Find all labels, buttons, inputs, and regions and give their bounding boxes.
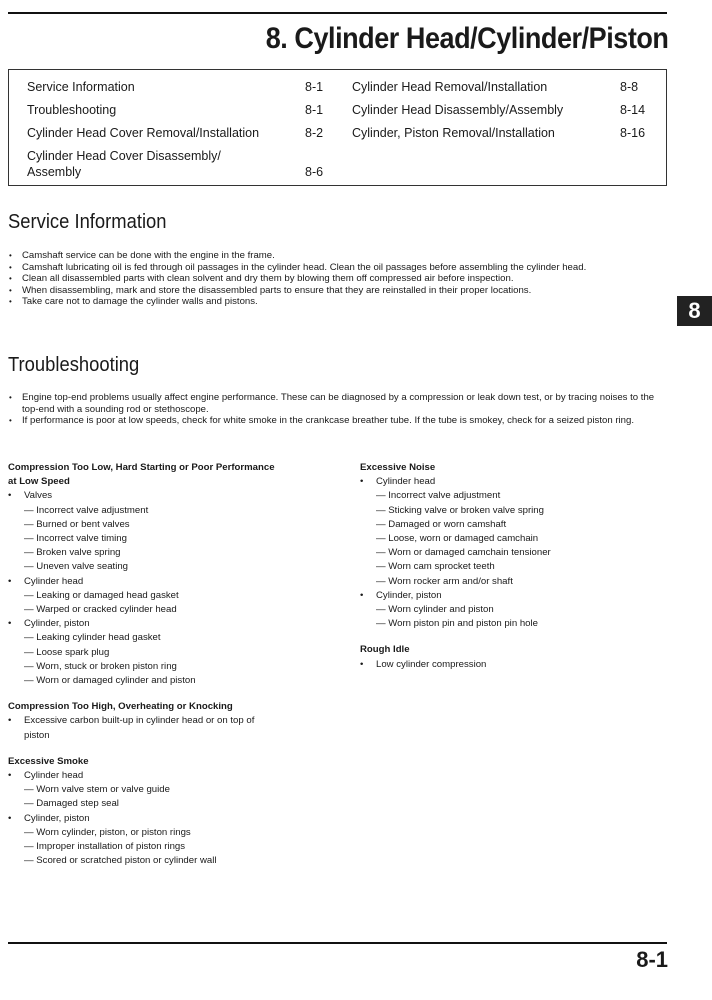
cause-item: — Leaking cylinder head gasket	[24, 632, 161, 644]
bottom-rule	[8, 942, 667, 944]
service-info-heading: Service Information	[8, 211, 167, 233]
cause-item: — Worn or damaged camchain tensioner	[376, 547, 551, 559]
symptom-title: at Low Speed	[8, 476, 70, 488]
troubleshooting-right-column	[360, 461, 670, 672]
list-item: • Engine top-end problems usually affect engine performance. These can be diagnosed by a compression or leak down test, or by tracing noises to the top-end with a sounding rod or stethoscope.	[8, 392, 672, 415]
toc-item-page[interactable]: 8-6	[305, 165, 324, 179]
cause-item: — Improper installation of piston rings	[24, 841, 186, 853]
toc-item-page[interactable]: 8-14	[620, 103, 646, 117]
cause-item: — Burned or bent valves	[24, 518, 130, 530]
cause-item: — Worn piston pin and piston pin hole	[376, 618, 538, 630]
toc-item-label[interactable]: Cylinder Head Removal/Installation	[352, 80, 548, 94]
cause-item: — Loose spark plug	[24, 646, 110, 658]
toc-item-label[interactable]: Cylinder, Piston Removal/Installation	[352, 126, 555, 140]
cause-item: — Leaking or damaged head gasket	[24, 589, 179, 601]
symptom-title: Rough Idle	[360, 644, 410, 656]
cause-group: • Cylinder head	[360, 476, 436, 488]
cause-item: — Warped or cracked cylinder head	[24, 604, 177, 616]
page-title: 8. Cylinder Head/Cylinder/Piston	[265, 22, 668, 55]
troubleshooting-intro	[8, 392, 672, 427]
toc-item-label[interactable]: Cylinder Head Disassembly/Assembly	[352, 103, 564, 117]
cause-group: • Excessive carbon built-up in cylinder head or on top of	[8, 715, 255, 727]
cause-group: • Low cylinder compression	[360, 658, 487, 670]
list-item: • When disassembling, mark and store the disassembled parts to ensure that they are reinstalled in their proper locations.	[8, 285, 672, 297]
symptom-title: Excessive Noise	[360, 462, 436, 473]
list-item: • Camshaft lubricating oil is fed through oil passages in the cylinder head. Clean the oil passages before assembling the cylinder head.	[8, 262, 672, 274]
toc-item-page[interactable]: 8-2	[305, 126, 324, 140]
cause-item: — Sticking valve or broken valve spring	[376, 504, 544, 516]
cause-item: — Scored or scratched piston or cylinder wall	[24, 855, 217, 867]
top-rule	[8, 12, 667, 14]
cause-group: • Cylinder head	[8, 770, 84, 782]
table-of-contents	[8, 69, 667, 186]
cause-item: — Damaged or worn camshaft	[376, 518, 507, 530]
cause-item: — Broken valve spring	[24, 547, 121, 559]
list-item: • If performance is poor at low speeds, check for white smoke in the crankcase breather tube. If the tube is smokey, check for a seized piston ring.	[8, 415, 672, 427]
cause-item: — Incorrect valve adjustment	[376, 490, 501, 502]
cause-group: • Cylinder, piston	[8, 618, 90, 630]
list-item: • Clean all disassembled parts with clean solvent and dry them by blowing them off compressed air before inspection.	[8, 273, 672, 285]
toc-item-page[interactable]: 8-16	[620, 126, 646, 140]
toc-item-page[interactable]: 8-8	[620, 80, 639, 94]
cause-item: — Worn or damaged cylinder and piston	[24, 675, 196, 687]
cause-group: • Valves	[8, 490, 53, 502]
cause-group: • Cylinder, piston	[360, 589, 442, 601]
toc-item-page[interactable]: 8-1	[305, 103, 324, 117]
cause-item: — Worn rocker arm and/or shaft	[376, 575, 513, 587]
cause-item: — Worn valve stem or valve guide	[24, 784, 170, 796]
list-item: • Take care not to damage the cylinder walls and pistons.	[8, 296, 672, 308]
symptom-title: Excessive Smoke	[8, 755, 89, 767]
cause-item: — Worn cylinder and piston	[376, 604, 494, 616]
cause-item: — Loose, worn or damaged camchain	[376, 533, 539, 545]
service-info-list	[8, 250, 672, 308]
symptom-title: Compression Too High, Overheating or Knocking	[8, 701, 233, 713]
section-tab: 8	[677, 296, 712, 326]
troubleshooting-heading: Troubleshooting	[8, 354, 140, 376]
cause-item: — Worn cam sprocket teeth	[376, 561, 495, 573]
toc-item-label[interactable]: Troubleshooting	[27, 103, 117, 117]
cause-item: — Worn cylinder, piston, or piston rings	[24, 826, 191, 838]
cause-item: — Damaged step seal	[24, 798, 119, 810]
cause-group: • Cylinder head	[8, 575, 84, 587]
symptom-title: Compression Too Low, Hard Starting or Poor Performance	[8, 462, 275, 473]
toc-item-label[interactable]: Cylinder Head Cover Disassembly/	[27, 149, 221, 163]
list-item: • Camshaft service can be done with the engine in the frame.	[8, 250, 672, 262]
cause-item: — Worn, stuck or broken piston ring	[24, 660, 177, 672]
toc-item-page[interactable]: 8-1	[305, 80, 324, 94]
cause-group: • Cylinder, piston	[8, 812, 90, 824]
toc-item-label[interactable]: Cylinder Head Cover Removal/Installation	[27, 126, 260, 140]
toc-item-label-cont[interactable]: Assembly	[27, 165, 82, 179]
toc-item-label[interactable]: Service Information	[27, 80, 135, 94]
cause-item: — Incorrect valve adjustment	[24, 504, 149, 516]
cause-item: — Uneven valve seating	[24, 561, 128, 573]
cause-item: — Incorrect valve timing	[24, 533, 127, 545]
troubleshooting-left-column	[8, 461, 348, 868]
cause-item-cont: piston	[24, 729, 50, 741]
page-number: 8-1	[636, 947, 668, 972]
